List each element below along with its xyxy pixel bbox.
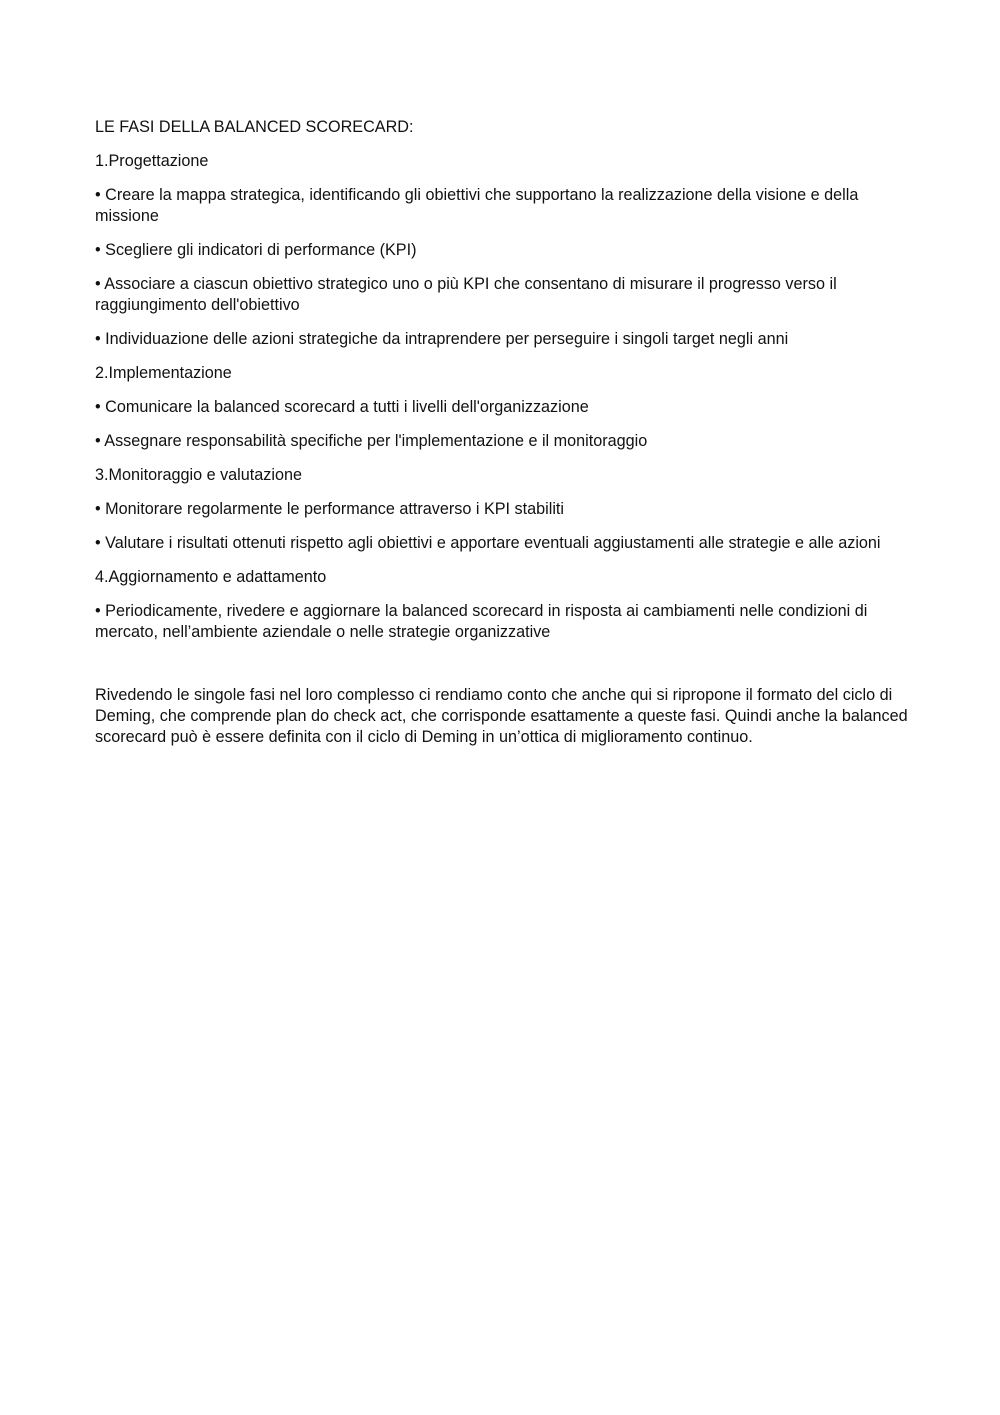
bullet-item: • Valutare i risultati ottenuti rispetto agli obiettivi e apportare eventuali aggiustamenti alle strategie e alle azioni bbox=[95, 534, 881, 552]
section-heading-aggiornamento: 4.Aggiornamento e adattamento bbox=[95, 568, 327, 586]
bullet-item: • Periodicamente, rivedere e aggiornare la balanced scorecard in risposta ai cambiamenti nelle condizioni di mercato, nell’ambiente aziendale o nelle strategie organizzative bbox=[95, 602, 868, 641]
bullet-item: • Associare a ciascun obiettivo strategico uno o più KPI che consentano di misurare il progresso verso il raggiungimento dell'obiettivo bbox=[95, 275, 837, 314]
document-title: LE FASI DELLA BALANCED SCORECARD: bbox=[95, 118, 414, 136]
bullet-item: • Individuazione delle azioni strategiche da intraprendere per perseguire i singoli target negli anni bbox=[95, 330, 789, 348]
section-heading-progettazione: 1.Progettazione bbox=[95, 152, 209, 170]
document-body bbox=[95, 117, 910, 761]
bullet-item: • Monitorare regolarmente le performance attraverso i KPI stabiliti bbox=[95, 500, 565, 518]
bullet-item: • Comunicare la balanced scorecard a tutti i livelli dell'organizzazione bbox=[95, 398, 589, 416]
section-heading-implementazione: 2.Implementazione bbox=[95, 364, 232, 382]
bullet-item: • Scegliere gli indicatori di performance (KPI) bbox=[95, 241, 417, 259]
bullet-item: • Assegnare responsabilità specifiche per l'implementazione e il monitoraggio bbox=[95, 432, 648, 450]
section-heading-monitoraggio: 3.Monitoraggio e valutazione bbox=[95, 466, 302, 484]
bullet-item: • Creare la mappa strategica, identificando gli obiettivi che supportano la realizzazione della visione e della missione bbox=[95, 186, 859, 225]
conclusion-paragraph: Rivedendo le singole fasi nel loro complesso ci rendiamo conto che anche qui si ripropone il formato del ciclo di Deming, che comprende plan do check act, che corrisponde esattamente a queste fasi. Quindi anche la balanced scorecard può è essere definita con il ciclo di Deming in un’ottica di miglioramento continuo. bbox=[95, 686, 908, 746]
